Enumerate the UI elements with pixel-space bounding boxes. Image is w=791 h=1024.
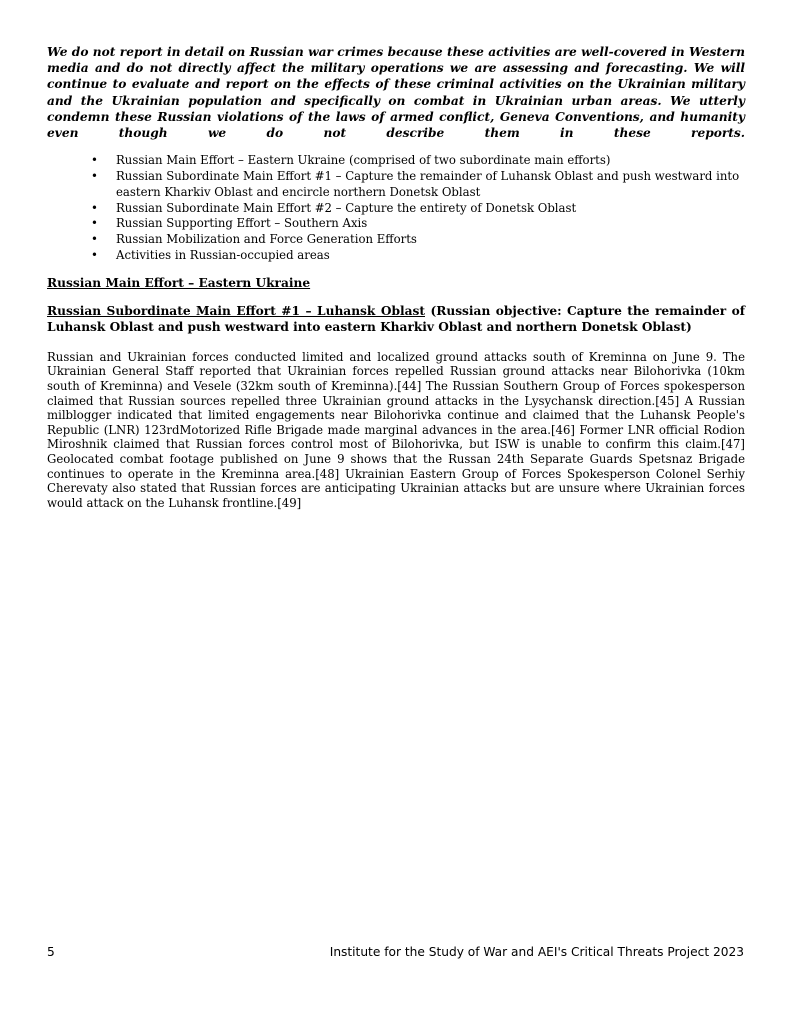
body-paragraph: Russian and Ukrainian forces conducted limited and localized ground attacks south of Kreminna on June 9. The Ukrainian General Staff reported that Ukrainian forces repelled Russian ground attacks near Bilohorivka (10km south of Kreminna) and Vesele (32km south of Kreminna).[44] The Russian Southern Group of Forces spokesperson claimed that Russian sources repelled three Ukrainian ground attacks in the Lysychansk direction.[45] A Russian milblogger indicated that limited engagements near Bilohorivka continue and claimed that the Luhansk People's Republic (LNR) 123rdMotorized Rifle Brigade made marginal advances in the area.[46] Former LNR official Rodion Miroshnik claimed that Russian forces control most of Bilohorivka, but ISW is unable to confirm this claim.[47] Geolocated combat footage published on June 9 shows that the Russan 24th Separate Guards Spetsnaz Brigade continues to operate in the Kreminna area.[48] Ukrainian Eastern Group of Forces Spokesperson Colonel Serhiy Cherevaty also stated that Russian forces are anticipating Ukrainian attacks but are unsure where Ukrainian forces would attack on the Luhansk frontline.[49]	[47, 349, 745, 510]
bullet-icon: •	[91, 248, 98, 262]
list-item	[91, 200, 745, 217]
subsection-objective: (Russian objective: Capture the remainder of Luhansk Oblast and push westward into eastern Kharkiv Oblast and northern Donetsk Oblast)	[47, 303, 745, 334]
list-item	[91, 216, 745, 232]
bullet-icon: •	[91, 153, 98, 168]
list-item	[91, 232, 745, 248]
list-item-text: Activities in Russian-occupied areas	[116, 248, 330, 262]
document-page	[47, 44, 745, 510]
list-item-text: Russian Subordinate Main Effort #2 – Capture the entirety of Donetsk Oblast	[116, 200, 577, 215]
bullet-icon: •	[91, 169, 98, 184]
page-number: 5	[47, 945, 55, 959]
bullet-icon: •	[91, 216, 98, 231]
section-heading: Russian Main Effort – Eastern Ukraine	[47, 275, 311, 290]
list-item-text: Russian Subordinate Main Effort #1 – Capture the remainder of Luhansk Oblast and push westward into eastern Kharkiv Oblast and encircle northern Donetsk Oblast	[116, 169, 740, 199]
subsection-heading	[47, 303, 745, 335]
list-item	[91, 169, 745, 201]
list-item	[91, 248, 745, 264]
subsection-title: Russian Subordinate Main Effort #1 – Luhansk Oblast	[47, 303, 425, 318]
list-item-text: Russian Mobilization and Force Generation Efforts	[116, 232, 417, 247]
bullet-icon: •	[91, 200, 98, 215]
list-item	[91, 153, 745, 169]
report-sections-list	[47, 153, 745, 264]
footer-credit: Institute for the Study of War and AEI's Critical Threats Project 2023	[329, 945, 744, 959]
war-crimes-disclaimer: We do not report in detail on Russian war crimes because these activities are well-covered in Western media and do not directly affect the military operations we are assessing and forecasting. We will continue to evaluate and report on the effects of these criminal activities on the Ukrainian military and the Ukrainian population and specifically on combat in Ukrainian urban areas. We utterly condemn these Russian violations of the laws of armed conflict, Geneva Conventions, and humanity even though we do not describe them in these reports.	[47, 45, 745, 141]
list-item-text: Russian Supporting Effort – Southern Axis	[116, 216, 368, 231]
bullet-icon: •	[91, 232, 98, 247]
list-item-text: Russian Main Effort – Eastern Ukraine (comprised of two subordinate main efforts)	[116, 153, 611, 168]
